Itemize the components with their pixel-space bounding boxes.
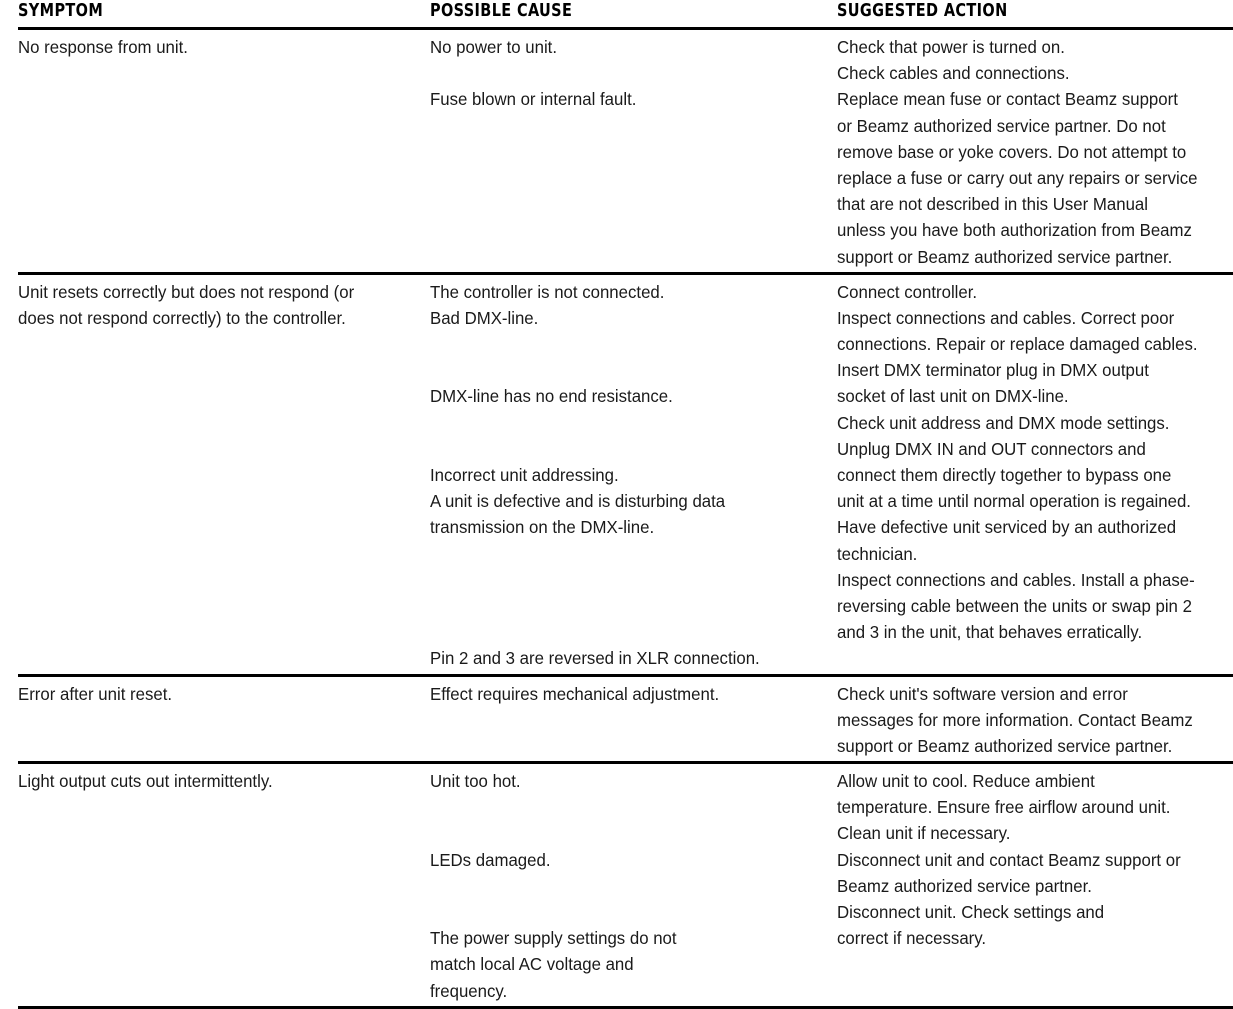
cell-symptom [18, 275, 430, 674]
text-line: Disconnect unit and contact Beamz support or [837, 849, 1181, 870]
text-line: Fuse blown or internal fault. [430, 89, 637, 110]
text-line: support or Beamz authorized service partner. [837, 246, 1173, 267]
table-row [18, 764, 1233, 1006]
text-line: Have defective unit serviced by an authorized [837, 517, 1177, 538]
column-header-symptom [18, 0, 430, 22]
text-line: replace a fuse or carry out any repairs or service [837, 167, 1198, 188]
column-header-possible-cause [430, 0, 837, 22]
symptom-text [18, 764, 430, 796]
text-line: Disconnect unit. Check settings and [837, 902, 1105, 922]
cell-possible-cause [430, 30, 837, 272]
text-line: match local AC voltage and [430, 954, 634, 975]
text-line: or Beamz authorized service partner. Do not [837, 115, 1166, 136]
text-line: unless you have both authorization from Beamz [837, 220, 1192, 241]
text-line: remove base or yoke covers. Do not attempt to [837, 141, 1187, 162]
text-line: Connect controller. [837, 281, 978, 302]
spacer-line [430, 436, 811, 462]
symptom-text [18, 30, 430, 62]
text-line: A unit is defective and is disturbing data [430, 491, 726, 512]
cell-symptom [18, 764, 430, 1006]
spacer-line [430, 60, 811, 86]
text-line: reversing cable between the units or swap pin 2 [837, 595, 1192, 616]
cell-suggested-action [837, 677, 1233, 762]
cell-symptom [18, 30, 430, 272]
text-line: messages for more information. Contact Beamz [837, 709, 1193, 730]
spacer-line [430, 820, 811, 846]
text-line: Effect requires mechanical adjustment. [430, 683, 720, 704]
text-line: frequency. [430, 980, 508, 1001]
column-header-suggested-action [837, 0, 1233, 22]
table-body [18, 30, 1233, 1009]
text-line: Bad DMX-line. [430, 307, 539, 328]
text-line: Inspect connections and cables. Correct poor [837, 307, 1175, 328]
text-line: Light output cuts out intermittently. [18, 771, 273, 792]
text-line: The controller is not connected. [430, 281, 665, 302]
text-line: The power supply settings do not [430, 928, 677, 949]
spacer-line [430, 899, 811, 925]
text-line: Check that power is turned on. [837, 37, 1065, 57]
text-line: Clean unit if necessary. [837, 823, 1011, 844]
text-line: Check unit's software version and error [837, 683, 1128, 704]
spacer-line [430, 331, 811, 357]
possible-cause-text [430, 677, 837, 709]
spacer-line [430, 619, 811, 645]
text-line: Error after unit reset. [18, 683, 173, 704]
text-line: Unit too hot. [430, 771, 521, 792]
text-line: Incorrect unit addressing. [430, 465, 619, 485]
cell-suggested-action [837, 275, 1233, 674]
text-line: does not respond correctly) to the controller. [18, 307, 346, 328]
table-row [18, 275, 1233, 674]
text-line: connect them directly together to bypass one [837, 465, 1172, 485]
text-line: Unit resets correctly but does not respond (or [18, 281, 355, 302]
text-line: technician. [837, 543, 918, 564]
text-line: Unplug DMX IN and OUT connectors and [837, 438, 1146, 459]
spacer-line [430, 410, 811, 436]
column-header-symptom-label: SYMPTOM [18, 1, 104, 21]
bottom-rule [18, 1006, 1233, 1009]
possible-cause-text [430, 764, 837, 1006]
text-line: temperature. Ensure free airflow around unit. [837, 797, 1171, 818]
text-line: connections. Repair or replace damaged cables. [837, 334, 1198, 355]
text-line: Check unit address and DMX mode settings. [837, 412, 1170, 433]
spacer-line [430, 873, 811, 899]
spacer-line [430, 794, 811, 820]
column-header-possible-cause-label: POSSIBLE CAUSE [430, 1, 573, 21]
text-line: Pin 2 and 3 are reversed in XLR connection. [430, 648, 760, 669]
troubleshooting-table [18, 0, 1233, 1009]
suggested-action-text [837, 764, 1233, 953]
symptom-text [18, 677, 430, 709]
possible-cause-text [430, 275, 837, 674]
possible-cause-text [430, 30, 837, 115]
cell-symptom [18, 677, 430, 762]
suggested-action-text [837, 30, 1233, 272]
cell-suggested-action [837, 764, 1233, 1006]
spacer-line [430, 593, 811, 619]
spacer-line [430, 567, 811, 593]
text-line: No power to unit. [430, 37, 558, 57]
text-line: Inspect connections and cables. Install a phase- [837, 569, 1195, 590]
spacer-line [430, 357, 811, 383]
text-line: No response from unit. [18, 37, 188, 57]
text-line: and 3 in the unit, that behaves erratically. [837, 622, 1143, 643]
spacer-line [430, 541, 811, 567]
cell-possible-cause [430, 764, 837, 1006]
text-line: support or Beamz authorized service partner. [837, 735, 1173, 756]
symptom-text [18, 275, 430, 333]
text-line: LEDs damaged. [430, 849, 551, 870]
table-row [18, 30, 1233, 272]
text-line: DMX-line has no end resistance. [430, 386, 673, 407]
text-line: transmission on the DMX-line. [430, 517, 655, 538]
table-row [18, 677, 1233, 762]
text-line: correct if necessary. [837, 928, 987, 949]
cell-possible-cause [430, 677, 837, 762]
text-line: Insert DMX terminator plug in DMX output [837, 360, 1149, 381]
text-line: that are not described in this User Manual [837, 194, 1149, 215]
table-header-row [18, 0, 1233, 27]
column-header-suggested-action-label: SUGGESTED ACTION [837, 1, 1008, 21]
text-line: Check cables and connections. [837, 63, 1070, 84]
text-line: socket of last unit on DMX-line. [837, 386, 1069, 407]
text-line: Beamz authorized service partner. [837, 875, 1092, 896]
text-line: Replace mean fuse or contact Beamz support [837, 89, 1178, 110]
text-line: unit at a time until normal operation is regained. [837, 491, 1191, 512]
suggested-action-text [837, 677, 1233, 762]
text-line: Allow unit to cool. Reduce ambient [837, 771, 1095, 792]
cell-suggested-action [837, 30, 1233, 272]
suggested-action-text [837, 275, 1233, 648]
cell-possible-cause [430, 275, 837, 674]
